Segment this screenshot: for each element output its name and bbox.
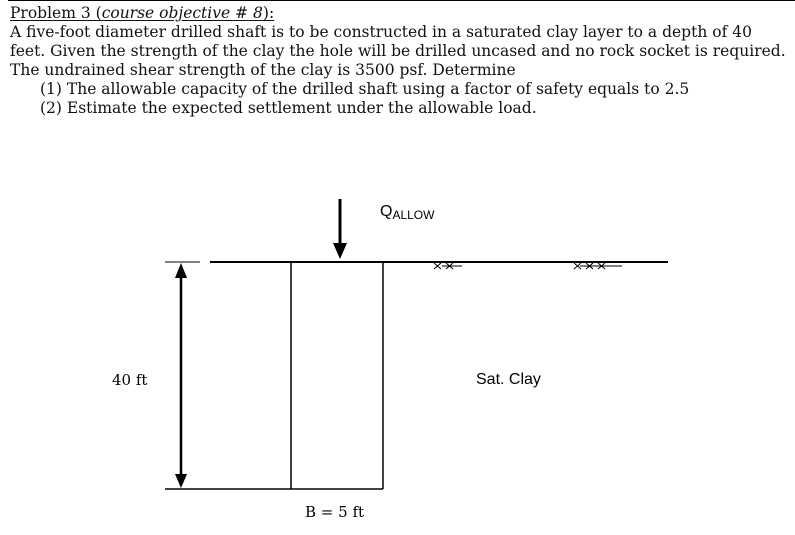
- depth-dim-arrow-bottom: [175, 474, 187, 488]
- load-arrow-head: [333, 243, 347, 259]
- load-symbol: Q: [380, 203, 393, 220]
- task-2: (2) Estimate the expected settlement under the allowable load.: [40, 99, 537, 117]
- soil-label: Sat. Clay: [476, 371, 541, 388]
- depth-dim-arrow-top: [175, 263, 187, 278]
- heading-prefix: Problem 3 (: [10, 4, 102, 22]
- soil-hatch-marks-1: [434, 263, 462, 269]
- soil-hatch-marks-2: [574, 263, 622, 269]
- width-label: B = 5 ft: [305, 503, 365, 521]
- problem-statement: A five-foot diameter drilled shaft is to be constructed in a saturated clay layer to a depth of 40 feet. Given the strength of the clay the hole will be drilled uncased and no rock socket is required. The undrained shear strength of the clay is 3500 psf. Determine: [10, 23, 786, 79]
- heading-objective: course objective # 8: [101, 4, 263, 22]
- heading-suffix: ):: [262, 4, 275, 22]
- task-1: (1) The allowable capacity of the drilled shaft using a factor of safety equals to 2.5: [40, 80, 690, 98]
- depth-label: 40 ft: [112, 371, 148, 389]
- load-label: [380, 203, 435, 222]
- load-subscript: ALLOW: [392, 208, 435, 222]
